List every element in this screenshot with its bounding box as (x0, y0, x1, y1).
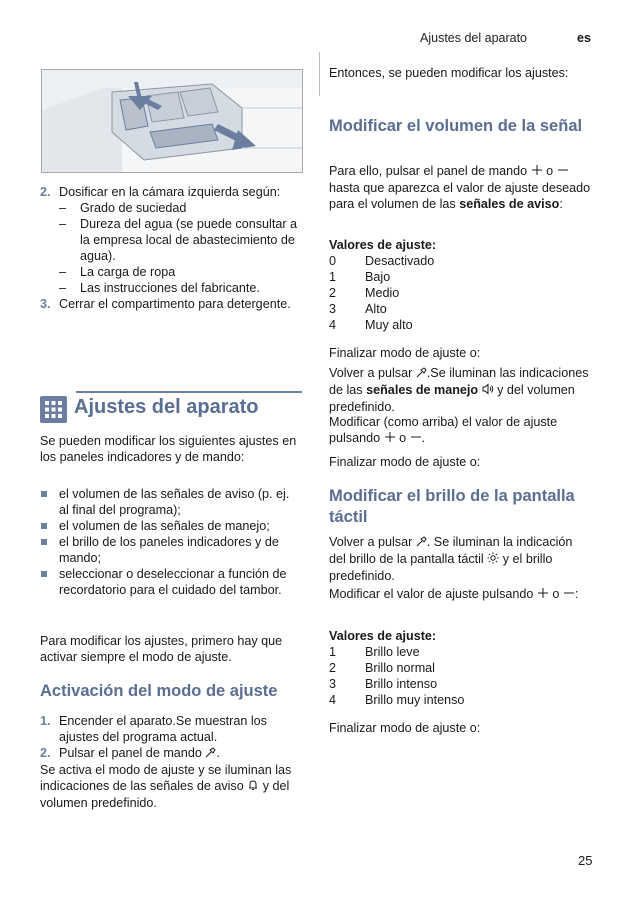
volume-values: Valores de ajuste: 0 Desactivado 1 Bajo 2 Medio 3 Alto 4 Muy alto (329, 237, 591, 333)
key-icon (205, 746, 216, 762)
modify-paragraph: Para modificar los ajustes, primero hay que activar siempre el modo de ajuste. (40, 634, 283, 664)
activation-note: Se activa el modo de ajuste y se iluminan las indicaciones de las señales de aviso y del volumen predefinido. (40, 763, 292, 810)
minus-icon (410, 431, 422, 447)
activation-heading: Activación del modo de ajuste (40, 682, 278, 700)
list-item: – Dureza del agua (se puede consultar a la empresa local de abastecimiento de agua). (59, 217, 298, 263)
minus-icon (563, 587, 575, 603)
plus-icon (531, 164, 543, 180)
list-item: 2. Dosificar en la cámara izquierda según: (40, 185, 281, 199)
list-item: el volumen de las señales de aviso (p. ej. al final del programa); (40, 486, 302, 518)
brightness-modify-paragraph: Modificar el valor de ajuste pulsando o : (329, 587, 579, 601)
header-title: Ajustes del aparato (420, 31, 528, 45)
key-icon (416, 366, 427, 382)
list-item: el volumen de las señales de manejo; (40, 518, 302, 534)
finish-paragraph: Finalizar modo de ajuste o: (329, 455, 481, 469)
list-item: 1. Encender el aparato.Se muestran los ajustes del programa actual. (40, 714, 267, 744)
then-paragraph: Entonces, se pueden modificar los ajustes: (329, 66, 569, 80)
list-item: 0 Desactivado (329, 254, 435, 268)
volume-heading: Modificar el volumen de la señal (329, 117, 583, 135)
speaker-icon (482, 383, 494, 399)
detergent-drawer-illustration (41, 69, 303, 173)
finish-paragraph: Finalizar modo de ajuste o: (329, 346, 481, 360)
list-item: – La carga de ropa (59, 265, 176, 279)
bell-icon (247, 779, 259, 795)
section-title: Ajustes del aparato (74, 396, 259, 418)
brightness-values: Valores de ajuste: 1 Brillo leve 2 Brillo normal 3 Brillo intenso 4 Brillo muy intenso (329, 628, 591, 708)
settings-bullet-list (40, 486, 302, 598)
again-paragraph: Volver a pulsar .Se iluminan las indicaciones de las señales de manejo y del volumen predefinido. (329, 366, 589, 414)
list-item: seleccionar o deseleccionar a función de recordatorio para el cuidado del tambor. (40, 566, 302, 598)
activation-steps (40, 713, 302, 811)
list-item: – Grado de suciedad (59, 201, 187, 215)
list-item: el brillo de los paneles indicadores y de mando; (40, 534, 302, 566)
brightness-heading: Modificar el brillo de la pantalla táctil (329, 487, 575, 526)
finish-paragraph: Finalizar modo de ajuste o: (329, 721, 481, 735)
plus-icon (384, 431, 396, 447)
list-item: 1 Bajo (329, 270, 391, 284)
modify-volume-paragraph: Modificar (como arriba) el valor de ajuste pulsando o . (329, 415, 558, 445)
page-header (420, 30, 620, 48)
key-icon (416, 535, 427, 551)
detergent-steps (40, 184, 302, 312)
list-item: 1 Brillo leve (329, 645, 420, 659)
list-item: 3 Brillo intenso (329, 677, 438, 691)
header-language: es (577, 31, 591, 45)
list-item: 2 Medio (329, 286, 400, 300)
minus-icon (557, 164, 569, 180)
settings-grid-icon (40, 396, 67, 423)
list-item: 2 Brillo normal (329, 661, 435, 675)
list-item: 4 Muy alto (329, 318, 413, 332)
section-heading (40, 391, 302, 427)
sun-icon (487, 552, 499, 568)
list-item: 4 Brillo muy intenso (329, 693, 465, 707)
intro-paragraph: Se pueden modificar los siguientes ajustes en los paneles indicadores y de mando: (40, 434, 297, 464)
list-item: 2. Pulsar el panel de mando . (40, 746, 220, 760)
list-item: – Las instrucciones del fabricante. (59, 281, 260, 295)
plus-icon (537, 587, 549, 603)
volume-paragraph: Para ello, pulsar el panel de mando o hasta que aparezca el valor de ajuste deseado para el volumen de las señales de aviso: (329, 164, 591, 211)
list-item: 3 Alto (329, 302, 387, 316)
brightness-paragraph: Volver a pulsar . Se iluminan la indicación del brillo de la pantalla táctil y el brillo predefinido. (329, 535, 573, 583)
page-number: 25 (578, 853, 593, 868)
column-divider (319, 52, 320, 96)
list-item: 3. Cerrar el compartimento para detergente. (40, 297, 291, 311)
